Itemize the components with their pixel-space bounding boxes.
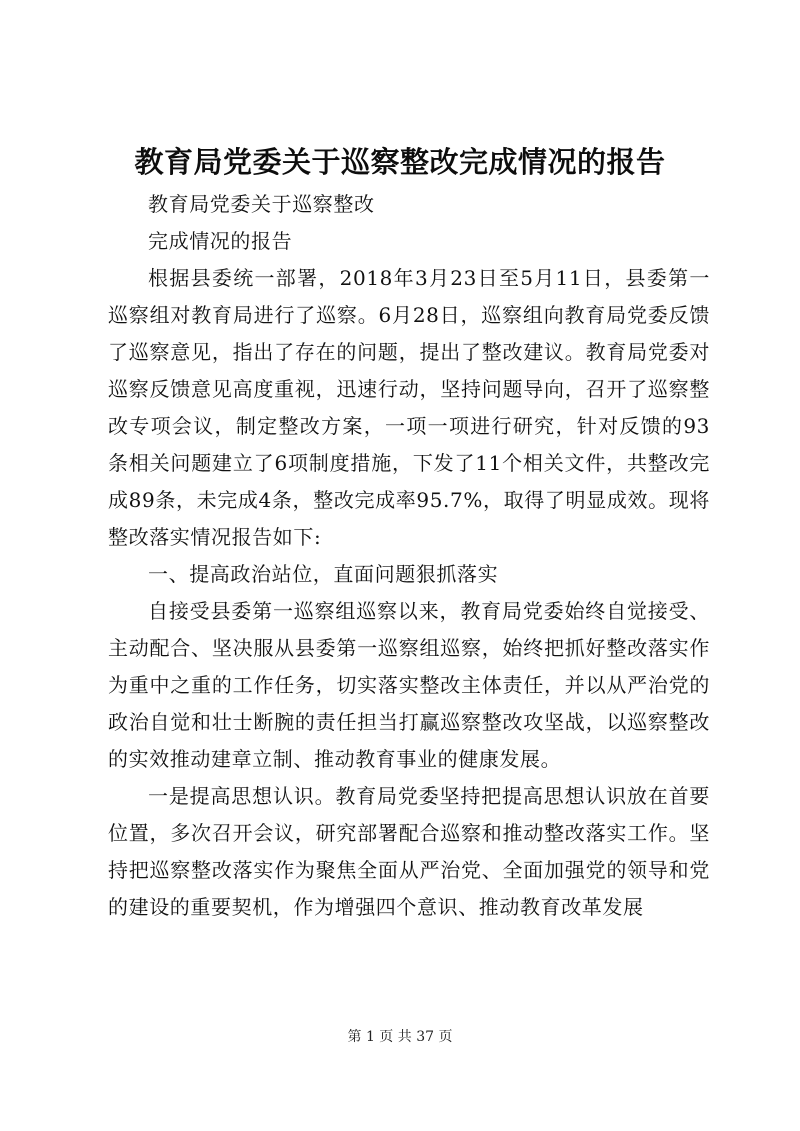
paragraph-subtitle-line-2: 完成情况的报告	[148, 229, 293, 253]
page-number-footer: 第 1 页 共 37 页	[347, 1029, 453, 1045]
document-title: 教育局党委关于巡察整改完成情况的报告	[134, 145, 666, 179]
document-body	[108, 186, 710, 926]
paragraph-section-1: 自接受县委第一巡察组巡察以来，教育局党委始终自觉接受、主动配合、坚决服从县委第一巡察组巡察，始终把抓好整改落实作为重中之重的工作任务，切实落实整改主体责任，并以从严治党的政治自觉和壮士断腕的责任担当打赢巡察整改攻坚战，以巡察整改的实效推动建章立制、推动教育事业的健康发展。	[108, 599, 710, 771]
paragraph-intro: 根据县委统一部署，2018年3月23日至5月11日，县委第一巡察组对教育局进行了巡察。6月28日，巡察组向教育局党委反馈了巡察意见，指出了存在的问题，提出了整改建议。教育局党委对巡察反馈意见高度重视，迅速行动，坚持问题导向，召开了巡察整改专项会议，制定整改方案，一项一项进行研究，针对反馈的93条相关问题建立了6项制度措施，下发了11个相关文件，共整改完成89条，未完成4条，整改完成率95.7%，取得了明显成效。现将整改落实情况报告如下:	[108, 266, 710, 549]
paragraph-point-1: 一是提高思想认识。教育局党委坚持把提高思想认识放在首要位置，多次召开会议，研究部署配合巡察和推动整改落实工作。坚持把巡察整改落实作为聚焦全面从严治党、全面加强党的领导和党的建设的重要契机，作为增强四个意识、推动教育改革发展	[108, 784, 710, 919]
section-heading-1: 一、提高政治站位，直面问题狠抓落实	[148, 562, 499, 586]
paragraph-subtitle-line-1: 教育局党委关于巡察整改	[148, 192, 375, 216]
